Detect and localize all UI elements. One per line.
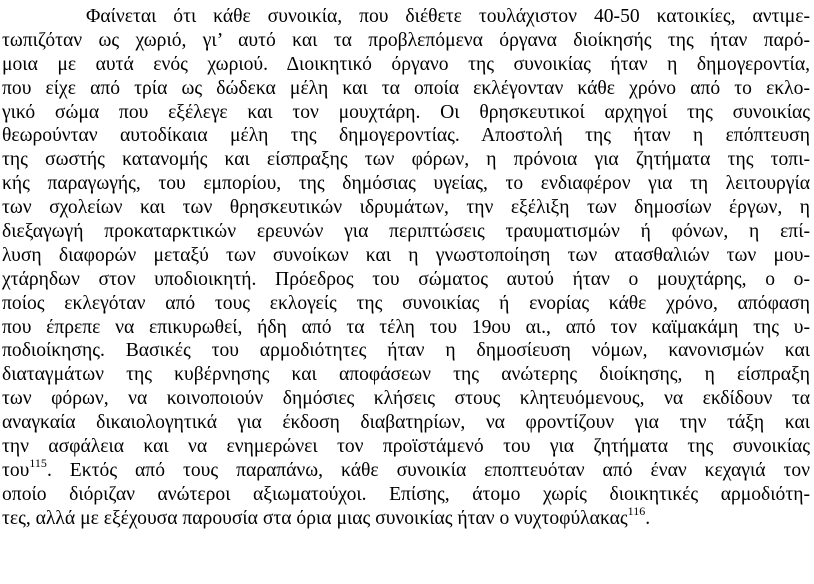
paragraph-line: των φόρων, να κοινοποιούν δημόσιες κλήσεις στους κλητευόμενους, να εκδίδουν τα xyxy=(2,388,810,409)
paragraph-last-line xyxy=(2,504,810,531)
paragraph-line: διαταγμάτων της κυβέρνησης και αποφάσεων της ανώτερης διοίκησης, η είσπραξη xyxy=(2,364,810,385)
footnote-reference-116[interactable]: 116 xyxy=(627,504,646,518)
line-text: τες, αλλά με εξέχουσα παρουσία στα όρια μιας συνοικίας ήταν ο νυχτοφύλακας xyxy=(2,508,628,529)
paragraph-line: Φαίνεται ότι κάθε συνοικία, που διέθετε τουλάχιστον 40-50 κατοικίες, αντιμε- xyxy=(86,6,810,27)
paragraph-line: που έπρεπε να επικυρωθεί, ήδη από τα τέλη του 19ου αι., από τον καϊμακάμη της υ- xyxy=(2,317,810,338)
paragraph-line-with-footnote xyxy=(2,456,810,483)
paragraph-line: χτάρηδων στον υποδιοικητή. Πρόεδρος του σώματος αυτού ήταν ο μουχτάρης, ο ο- xyxy=(2,269,810,290)
paragraph-line: ποδιοίκησης. Βασικές του αρμοδιότητες ήταν η δημοσίευση νόμων, κανονισμών και xyxy=(2,340,810,361)
paragraph-line: γικό σώμα που εξέλεγε και τον μουχτάρη. Οι θρησκευτικοί αρχηγοί της συνοικίας xyxy=(2,102,810,123)
paragraph-line: ποίος εκλεγόταν από τους εκλογείς της συνοικίας ή ενορίας κάθε χρόνο, απόφαση xyxy=(2,293,810,314)
footnote-reference-115[interactable]: 115 xyxy=(29,456,47,470)
paragraph-line: κής παραγωγής, του εμπορίου, της δημόσιας υγείας, το ενδιαφέρον για τη λειτουργία xyxy=(2,173,810,194)
paragraph-line: θεωρούνταν αυτοδίκαια μέλη της δημογεροντίας. Αποστολή της ήταν η επόπτευση xyxy=(2,125,810,146)
line-text: . Εκτός από τους παραπάνω, κάθε συνοικία εποπτευόταν από έναν κεχαγιά τον xyxy=(46,460,810,481)
paragraph-line: τωπιζόταν ως χωριό, γι’ αυτό και τα προβλεπόμενα όργανα διοίκησής της ήταν παρό- xyxy=(2,30,810,51)
line-text: του xyxy=(2,460,30,481)
paragraph-line: των σχολείων και των θρησκευτικών ιδρυμάτων, την εξέλιξη των δημοσίων έργων, η xyxy=(2,197,810,218)
paragraph-line: διεξαγωγή προκαταρκτικών ερευνών για περιπτώσεις τραυματισμών ή φόνων, η επί- xyxy=(2,221,810,242)
paragraph-line: την ασφάλεια και να ενημερώνει τον προϊστάμενό του για ζητήματα της συνοικίας xyxy=(2,436,810,457)
paragraph-line: της σωστής κατανομής και είσπραξης των φόρων, η πρόνοια για ζητήματα της τοπι- xyxy=(2,149,810,170)
paragraph-line: μοια με αυτά ενός χωριού. Διοικητικό όργανο της συνοικίας ήταν η δημογεροντία, xyxy=(2,54,810,75)
paragraph-line: οποίο διόριζαν ανώτεροι αξιωματούχοι. Επίσης, άτομο χωρίς διοικητικές αρμοδιότη- xyxy=(2,484,810,505)
line-text: . xyxy=(645,508,651,529)
paragraph-line: που είχε από τρία ως δώδεκα μέλη και τα οποία εκλέγονταν κάθε χρόνο από το εκλο- xyxy=(2,78,810,99)
paragraph-line: λυση διαφορών μεταξύ των συνοίκων και η γνωστοποίηση των ατασθαλιών των μου- xyxy=(2,245,810,266)
paragraph-line: αναγκαία δικαιολογητικά για έκδοση διαβατηρίων, να φροντίζουν για την τάξη και xyxy=(2,412,810,433)
